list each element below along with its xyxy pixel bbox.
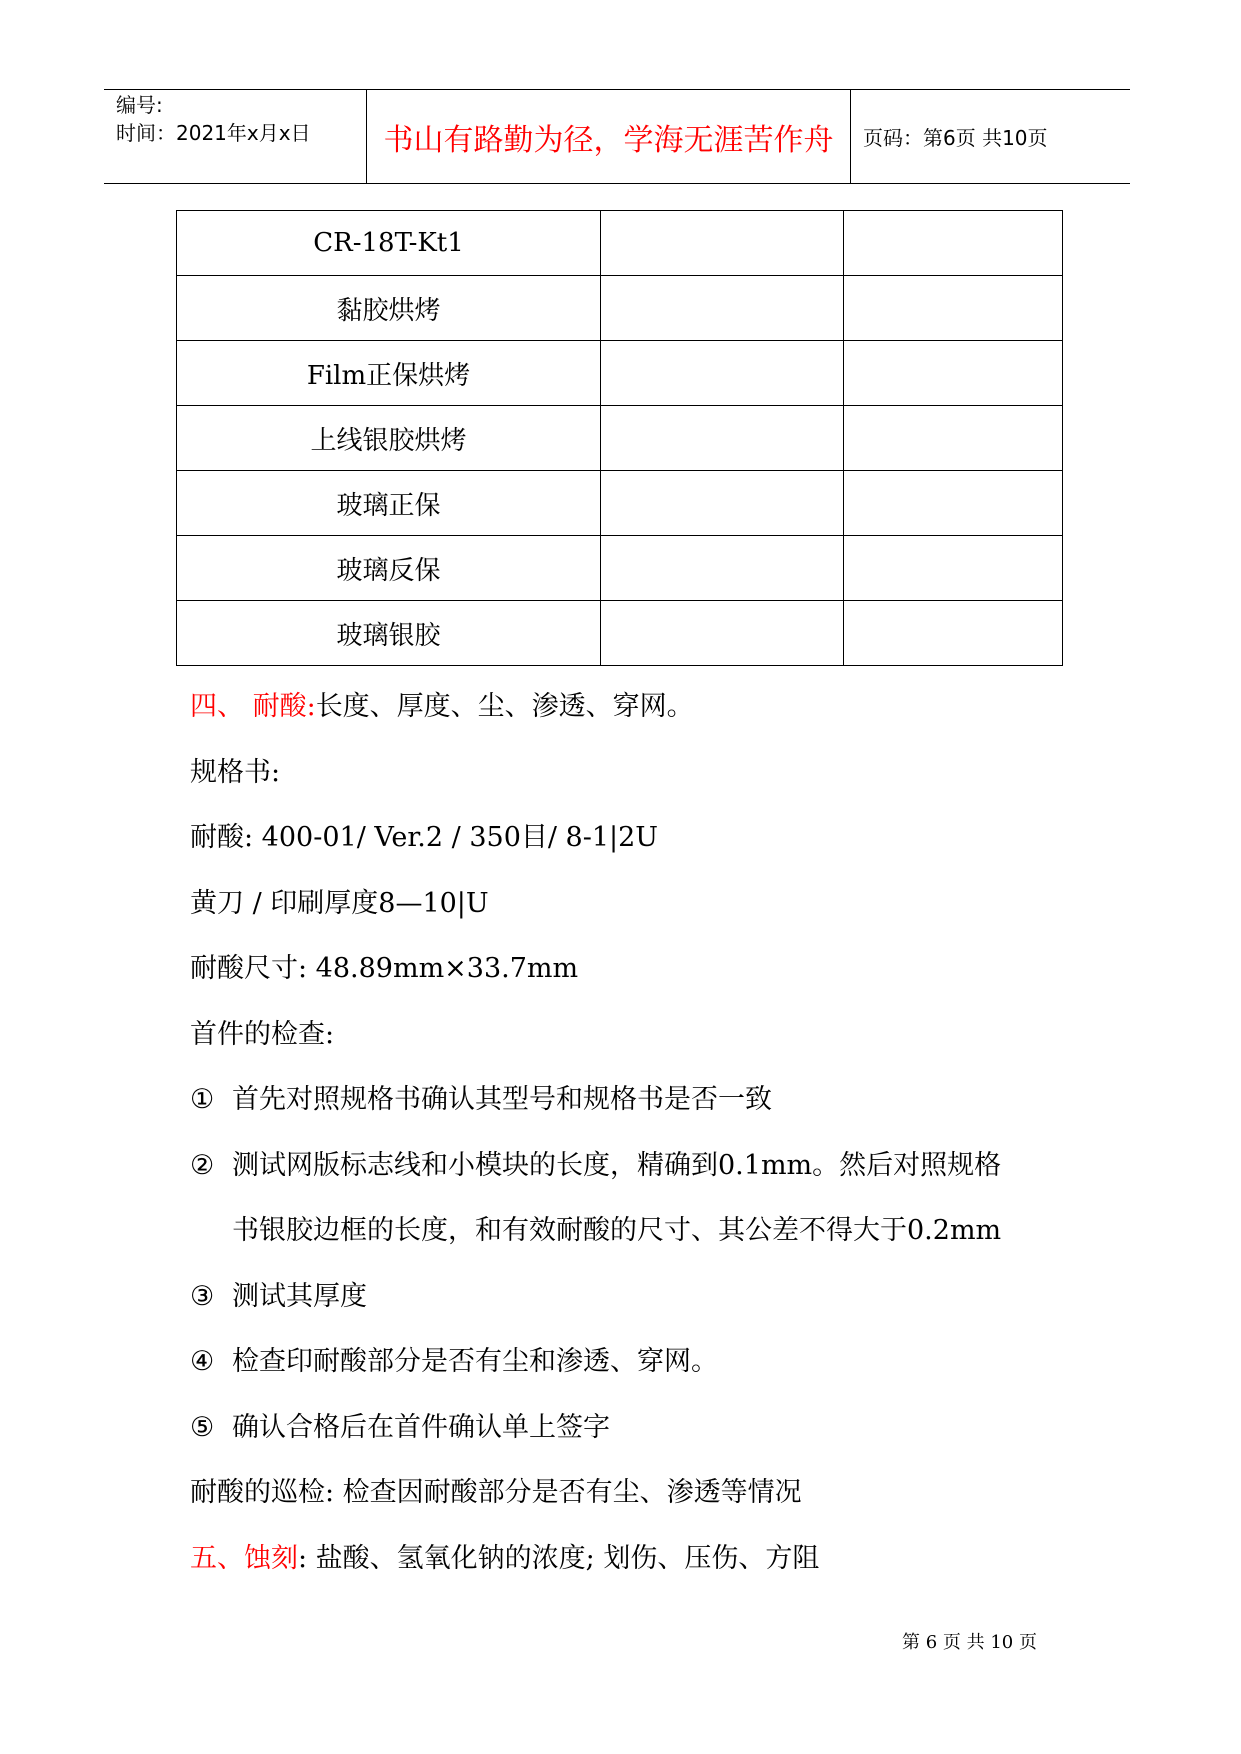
table-cell-name: 玻璃正保	[177, 471, 601, 536]
document-body	[190, 682, 1090, 1599]
table-row	[177, 406, 1063, 471]
page-footer: 第 6 页 共 10 页	[902, 1632, 1037, 1653]
step-item	[190, 1403, 1090, 1469]
number-label: 编号:	[116, 93, 163, 117]
table-cell	[844, 471, 1063, 536]
table-row	[177, 536, 1063, 601]
section-5-heading: 五、蚀刻	[190, 1542, 298, 1574]
spec-label: 规格书:	[190, 756, 281, 788]
section-4-heading: 四、 耐酸:	[190, 691, 316, 722]
table-cell	[844, 601, 1063, 666]
step-item	[190, 1075, 1090, 1141]
step-text: 检查印耐酸部分是否有尘和渗透、穿网。	[232, 1346, 718, 1377]
step-item	[190, 1141, 1090, 1207]
table-cell-name: 上线银胶烘烤	[177, 406, 601, 471]
table-cell	[601, 406, 844, 471]
time-label: 时间：2021年x月x日	[116, 121, 311, 145]
step-text: 测试其厚度	[232, 1280, 367, 1312]
table-cell	[844, 341, 1063, 406]
table-row	[177, 341, 1063, 406]
page-header	[104, 89, 1130, 184]
table-cell-name: 黏胶烘烤	[177, 276, 601, 341]
spec-line-2: 黄刀 / 印刷厚度8—10|U	[190, 887, 489, 919]
table-cell	[844, 536, 1063, 601]
table-cell	[601, 276, 844, 341]
first-check-label: 首件的检查:	[190, 1018, 335, 1050]
step-item-continued	[190, 1206, 1090, 1272]
process-table	[176, 210, 1063, 666]
section-5-items: : 盐酸、氢氧化钠的浓度; 划伤、压伤、方阻	[298, 1542, 820, 1574]
table-cell	[601, 471, 844, 536]
table-row	[177, 601, 1063, 666]
table-cell	[844, 406, 1063, 471]
header-left	[104, 90, 367, 183]
table-row	[177, 211, 1063, 276]
patrol-check: 耐酸的巡检: 检查因耐酸部分是否有尘、渗透等情况	[190, 1477, 802, 1508]
table-cell	[844, 276, 1063, 341]
section-4-items: 长度、厚度、尘、渗透、穿网。	[315, 691, 694, 722]
table-cell-name: Film正保烘烤	[177, 341, 601, 406]
step-text: 首先对照规格书确认其型号和规格书是否一致	[232, 1084, 772, 1115]
step-number: ①	[190, 1084, 215, 1115]
step-number: ②	[190, 1149, 215, 1181]
step-item	[190, 1337, 1090, 1403]
table-row	[177, 471, 1063, 536]
table-cell	[601, 601, 844, 666]
step-number: ④	[190, 1346, 215, 1377]
table-cell	[601, 211, 844, 276]
table-cell	[601, 536, 844, 601]
table-row	[177, 276, 1063, 341]
table-cell-name: CR-18T-Kt1	[177, 211, 601, 276]
table-cell-name: 玻璃反保	[177, 536, 601, 601]
table-cell	[844, 211, 1063, 276]
spec-line-1: 耐酸: 400-01/ Ver.2 / 350目/ 8-1|2U	[190, 822, 659, 853]
step-text: 测试网版标志线和小模块的长度，精确到0.1mm。然后对照规格	[232, 1149, 1002, 1181]
table-cell	[601, 341, 844, 406]
table-cell-name: 玻璃银胶	[177, 601, 601, 666]
step-number: ③	[190, 1280, 215, 1312]
step-text: 书银胶边框的长度，和有效耐酸的尺寸、其公差不得大于0.2mm	[232, 1215, 1002, 1246]
section-4-heading-line	[190, 682, 1090, 748]
header-page-code: 页码：第6页 共10页	[863, 126, 1048, 150]
step-item	[190, 1272, 1090, 1338]
step-number: ⑤	[190, 1411, 215, 1443]
header-motto: 书山有路勤为径，学海无涯苦作舟	[367, 90, 851, 183]
step-text: 确认合格后在首件确认单上签字	[232, 1411, 610, 1443]
section-5-heading-line	[190, 1534, 1090, 1600]
spec-line-3: 耐酸尺寸: 48.89mm×33.7mm	[190, 953, 579, 984]
